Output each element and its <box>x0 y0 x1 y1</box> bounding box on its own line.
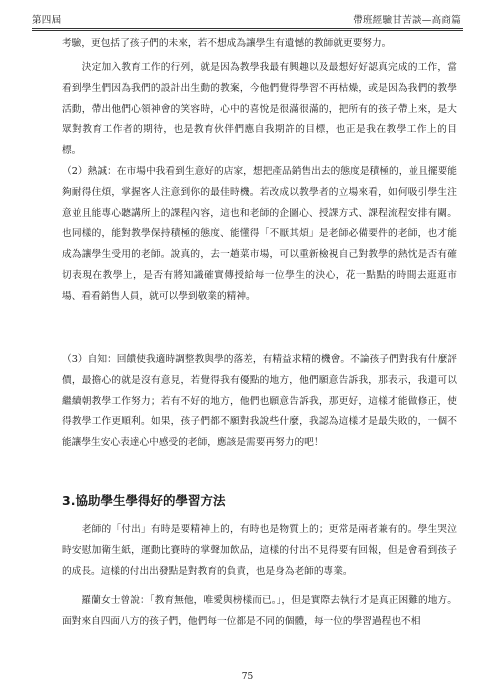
running-header-right: 帶班經驗甘苦談—高商篇 <box>353 15 461 26</box>
paragraph-self-awareness: （3）自知：回饋使我適時調整教與學的落差，有精益求精的機會。不論孩子們對我有什麼評價，最擔心的就是沒有意見，若覺得我有優點的地方，他們願意告訴我，那表示，我還可以繼續朝教學工作努力；若有不好的地方，他們也願意告訴我，那更好，這樣才能做修正，使得教學工作更順利。如果，孩子們都不願對我說些什麼，我認為這樣才是最失敗的，一個不能讓學生安心表達心中感受的老師，應該是需要再努力的吧！ <box>62 354 457 449</box>
header-rule <box>32 28 463 29</box>
paragraph-enthusiasm: （2）熱誠：在市場中我看到生意好的店家，想把產品銷售出去的態度是積極的，並且擺要能夠耐得住煩，掌握客人注意到你的最佳時機。若改成以教學者的立場來看，如何吸引學生注意並且能專心聽講所上的課程內容，這也和老師的企圖心、授課方式、課程流程安排有關。也同樣的，能對教學保持積極的態度、能懂得「不厭其煩」是老師必備要件的老師，也才能成為讓學生受用的老師。說真的，去一趟菜市場，可以重新檢視自己對教學的熱忱是否有確切表現在教學上，是否有將知識確實傳授給每一位學生的決心，花一點點的時間去逛逛市場、看看銷售人員，就可以學到敬業的精神。 <box>62 166 457 302</box>
page-number: 75 <box>241 672 254 682</box>
paragraph-goal: 決定加入教育工作的行列，就是因為教學我最有興趣以及最想好好認真完成的工作，當看到學生們因為我們的設計出生動的教案，今他們覺得學習不再枯燥，或是因為我們的教學活動，帶出他們心領神會的笑容時，心中的喜悅是很滿很滿的，把所有的孩子帶上來，是大眾對教育工作者的期待，也是教育伙伴們應自我期許的目標，也正是我在教學工作上的目標。 <box>62 62 457 157</box>
paragraph-continuation: 考驗，更包括了孩子們的未來，若不想成為讓學生有遺憾的教師就更要努力。 <box>62 38 392 49</box>
paragraph-giving: 老師的「付出」有時是要精神上的，有時也是物質上的；更常是兩者兼有的。學生哭泣時安慰加衛生紙，運動比賽時的掌聲加飲品，這樣的付出不見得要有回報，但是會看到孩子的成長。這樣的付出出發點是對教育的負責，也是身為老師的專業。 <box>62 524 457 577</box>
running-header-left: 第四屆 <box>32 15 62 26</box>
paragraph-quote: 羅蘭女士曾說：「教育無他，唯愛與榜樣而已。」，但是實際去執行才是真正困難的地方。面對來自四面八方的孩子們，他們每一位都是不同的個體，每一位的學習過程也不相 <box>62 595 457 627</box>
header-rule-double <box>32 30 463 31</box>
section-heading: 3.協助學生學得好的學習方法 <box>62 493 226 508</box>
